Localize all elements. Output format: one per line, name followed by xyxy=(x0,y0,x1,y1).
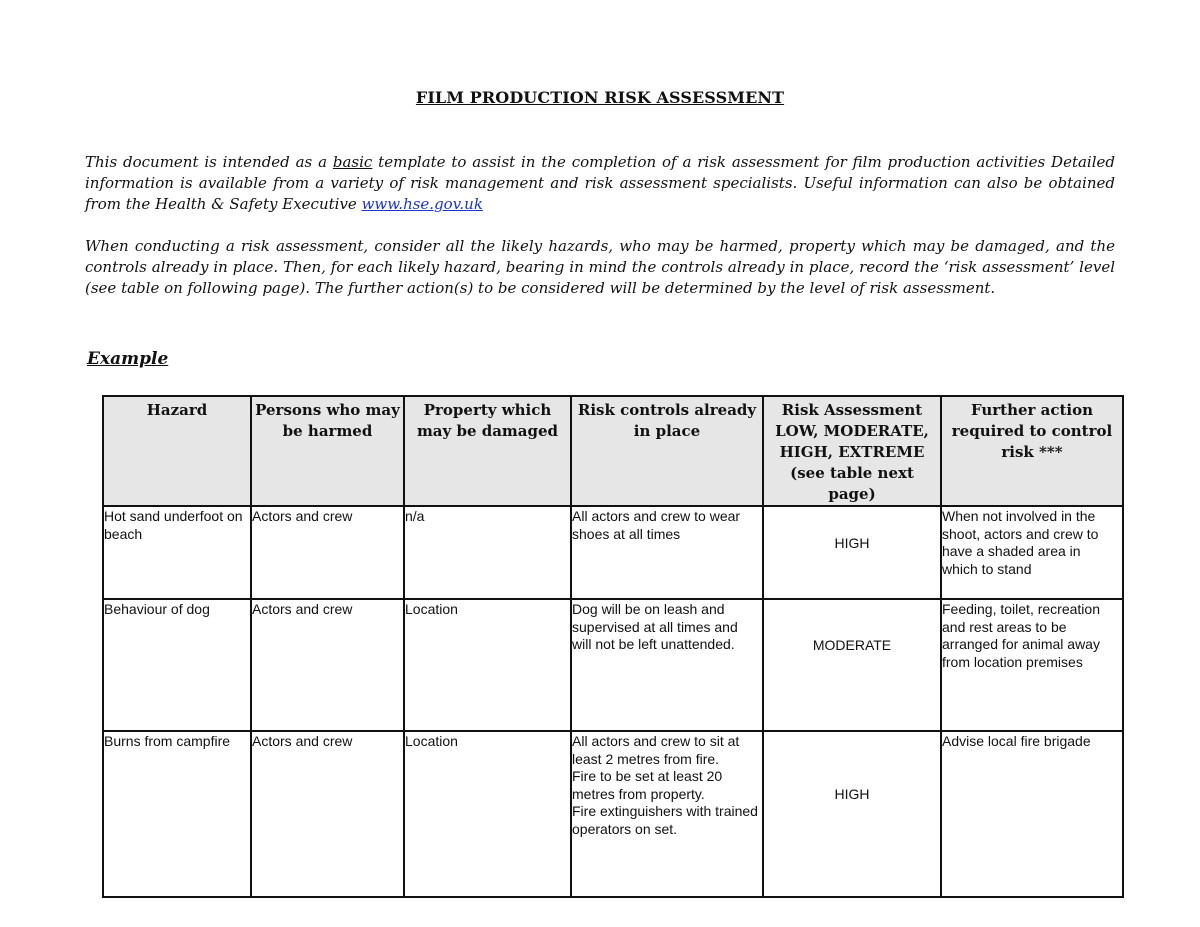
cell-controls xyxy=(571,599,763,731)
header-property: Property which may be damaged xyxy=(404,396,571,506)
header-assessment-line3: (see table next page) xyxy=(790,464,914,503)
cell-hazard: Behaviour of dog xyxy=(103,599,251,731)
header-assessment-line2: LOW, MODERATE, HIGH, EXTREME xyxy=(775,422,929,461)
control-line: Dog will be on leash and supervised at all times and will not be left unattended. xyxy=(572,601,738,652)
cell-persons: Actors and crew xyxy=(251,506,404,599)
cell-risk-level: HIGH xyxy=(763,506,941,599)
header-controls: Risk controls already in place xyxy=(571,396,763,506)
header-assessment-line1: Risk Assessment xyxy=(781,401,923,419)
cell-controls xyxy=(571,506,763,599)
table-row xyxy=(103,731,1123,897)
cell-risk-level: HIGH xyxy=(763,731,941,897)
cell-property: Location xyxy=(404,731,571,897)
intro-basic-word: basic xyxy=(332,153,373,171)
cell-property: Location xyxy=(404,599,571,731)
risk-assessment-table xyxy=(102,395,1124,898)
example-heading: Example xyxy=(87,349,169,369)
cell-further-action: Feeding, toilet, recreation and rest areas to be arranged for animal away from location premises xyxy=(941,599,1123,731)
cell-risk-level: MODERATE xyxy=(763,599,941,731)
control-line: Fire to be set at least 20 metres from property. xyxy=(572,768,723,802)
header-persons: Persons who may be harmed xyxy=(251,396,404,506)
table-header-row xyxy=(103,396,1123,506)
cell-persons: Actors and crew xyxy=(251,599,404,731)
cell-further-action: Advise local fire brigade xyxy=(941,731,1123,897)
cell-controls xyxy=(571,731,763,897)
cell-property: n/a xyxy=(404,506,571,599)
intro-text-part1: This document is intended as a xyxy=(85,153,333,171)
cell-hazard: Burns from campfire xyxy=(103,731,251,897)
control-line: Fire extinguishers with trained operators on set. xyxy=(572,803,758,837)
cell-persons: Actors and crew xyxy=(251,731,404,897)
intro-text-part2: template to assist in the completion of a risk assessment for film production activities Detailed information is available from a variety of risk management and risk assessment specialists. Useful information can also be obtained from the Health & Safety Executive xyxy=(85,153,1115,213)
cell-further-action: When not involved in the shoot, actors and crew to have a shaded area in which to stand xyxy=(941,506,1123,599)
document-title: FILM PRODUCTION RISK ASSESSMENT xyxy=(415,88,785,107)
cell-hazard: Hot sand underfoot on beach xyxy=(103,506,251,599)
table-row xyxy=(103,506,1123,599)
control-line: All actors and crew to wear shoes at all times xyxy=(572,508,741,542)
header-assessment xyxy=(763,396,941,506)
control-line: All actors and crew to sit at least 2 metres from fire. xyxy=(572,733,740,767)
header-further-action: Further action required to control risk *** xyxy=(941,396,1123,506)
hse-link[interactable]: www.hse.gov.uk xyxy=(361,195,483,213)
guidance-paragraph: When conducting a risk assessment, consider all the likely hazards, who may be harmed, property which may be damaged, and the controls already in place. Then, for each likely hazard, bearing in mind the controls already in place, record the ‘risk assessment’ level (see table on following page). The further action(s) to be considered will be determined by the level of risk assessment. xyxy=(85,237,1115,297)
intro-paragraph xyxy=(85,152,1115,215)
header-hazard: Hazard xyxy=(103,396,251,506)
table-row xyxy=(103,599,1123,731)
